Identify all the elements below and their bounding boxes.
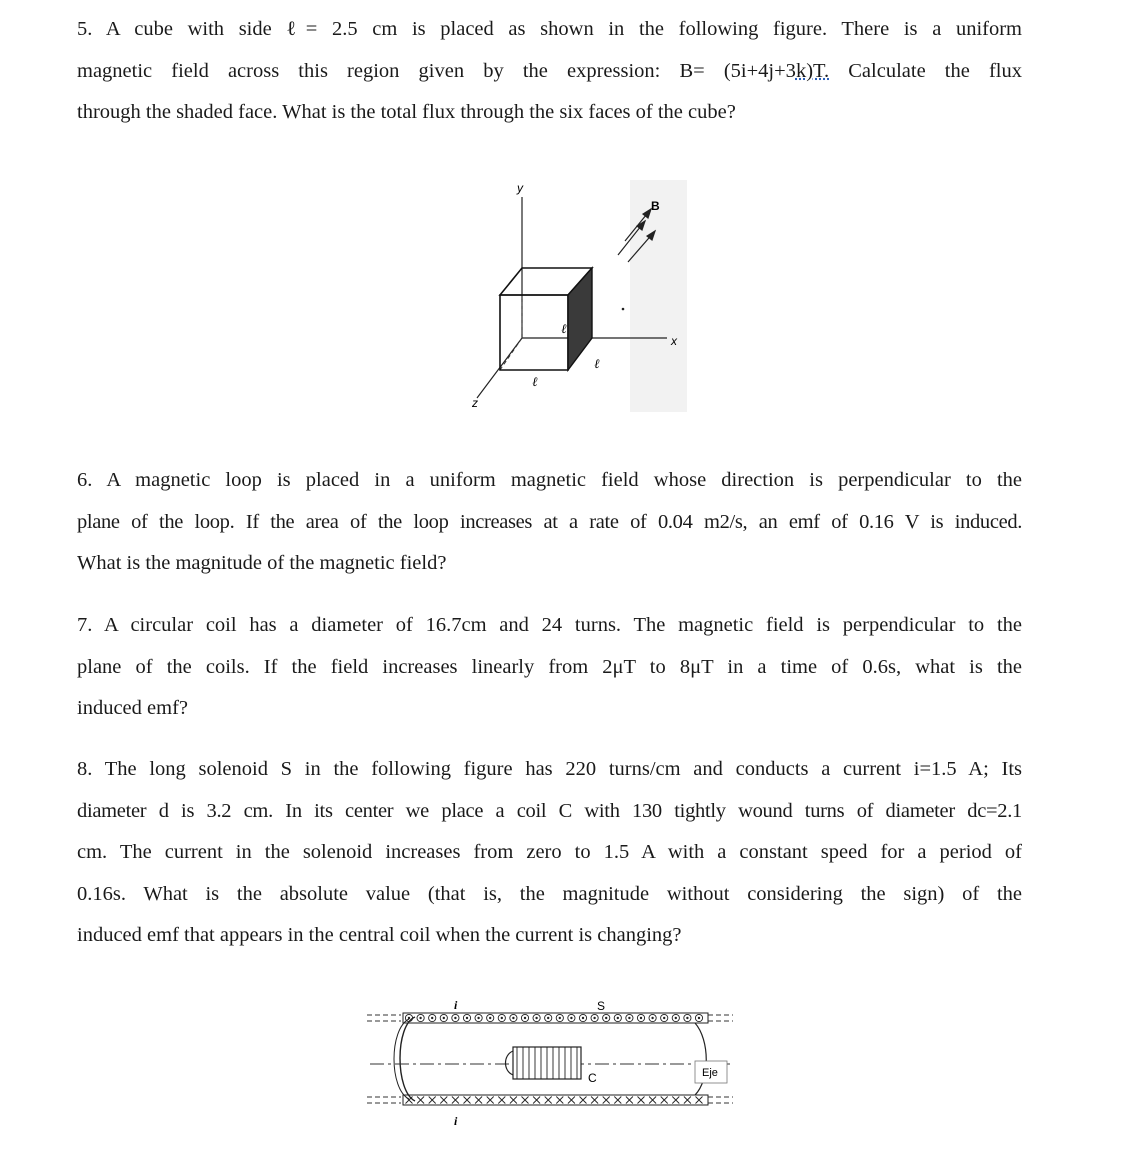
q6-line-1: 6. A magnetic loop is placed in a uniform magnetic field whose direction is perpendicular to the bbox=[77, 469, 1022, 491]
q6-line-3: What is the magnitude of the magnetic field? bbox=[77, 552, 447, 574]
winding-dot-center bbox=[477, 1017, 479, 1019]
winding-dot-center bbox=[466, 1017, 468, 1019]
q7-line-1: 7. A circular coil has a diameter of 16.7cm and 24 turns. The magnetic field is perpendicular to the bbox=[77, 614, 1022, 636]
q5-underlined-unit: k)T. bbox=[795, 59, 830, 82]
winding-dot-center bbox=[675, 1017, 677, 1019]
winding-cross bbox=[638, 1097, 645, 1104]
winding-cross bbox=[614, 1097, 621, 1104]
winding-dot-center bbox=[698, 1017, 700, 1019]
winding-dot-center bbox=[501, 1017, 503, 1019]
winding-cross bbox=[440, 1097, 447, 1104]
winding-dot-center bbox=[582, 1017, 584, 1019]
q8-line-4: 0.16s. What is the absolute value (that is, the magnitude without considering the sign) of the bbox=[77, 882, 1022, 905]
question-5 bbox=[77, 9, 1022, 134]
winding-cross bbox=[533, 1097, 540, 1104]
winding-cross bbox=[475, 1097, 482, 1104]
solenoid-top-windings bbox=[403, 1013, 708, 1023]
label-c: C bbox=[588, 1071, 597, 1085]
q5-line-2: magnetic field across this region given by the expression: B= (5i+4j+3k)T. Calculate the flux bbox=[77, 59, 1022, 82]
winding-dot-center bbox=[686, 1017, 688, 1019]
q7-line-2: plane of the coils. If the field increases linearly from 2μT to 8μT in a time of 0.6s, what is the bbox=[77, 655, 1022, 678]
label-z: z bbox=[472, 396, 478, 410]
label-b: B bbox=[651, 199, 660, 213]
label-s: S bbox=[597, 999, 606, 1013]
solenoid-figure bbox=[365, 995, 735, 1135]
q8-line-3: cm. The current in the solenoid increases from zero to 1.5 A with a constant speed for a period of bbox=[77, 841, 1022, 863]
winding-dot-center bbox=[454, 1017, 456, 1019]
winding-cross bbox=[626, 1097, 633, 1104]
winding-dot-center bbox=[593, 1017, 595, 1019]
winding-cross bbox=[672, 1097, 679, 1104]
winding-cross bbox=[568, 1097, 575, 1104]
winding-cross bbox=[545, 1097, 552, 1104]
winding-dot-center bbox=[640, 1017, 642, 1019]
winding-dot-center bbox=[617, 1017, 619, 1019]
winding-dot-center bbox=[512, 1017, 514, 1019]
label-y: y bbox=[517, 181, 523, 195]
winding-cross bbox=[684, 1097, 691, 1104]
cube-figure bbox=[455, 175, 695, 415]
label-eje: Eje bbox=[702, 1067, 718, 1079]
winding-cross bbox=[429, 1097, 436, 1104]
q8-line-1: 8. The long solenoid S in the following figure has 220 turns/cm and conducts a current i=1.5 A; Its bbox=[77, 758, 1022, 780]
question-7 bbox=[77, 605, 1022, 730]
q8-line-2: diameter d is 3.2 cm. In its center we place a coil C with 130 tightly wound turns of diameter dc=2.1 bbox=[77, 799, 1022, 822]
label-side-2: ℓ bbox=[594, 356, 600, 371]
label-i-top: i bbox=[454, 998, 458, 1012]
winding-dot-center bbox=[628, 1017, 630, 1019]
winding-cross bbox=[464, 1097, 471, 1104]
winding-cross bbox=[556, 1097, 563, 1104]
winding-dot-center bbox=[431, 1017, 433, 1019]
q6-line-2: plane of the loop. If the area of the loop increases at a rate of 0.04 m2/s, an emf of 0.16 V is induced. bbox=[77, 510, 1022, 533]
winding-cross bbox=[649, 1097, 656, 1104]
question-8 bbox=[77, 749, 1022, 957]
winding-cross bbox=[498, 1097, 505, 1104]
q5-line-3: through the shaded face. What is the total flux through the six faces of the cube? bbox=[77, 101, 736, 123]
winding-cross bbox=[417, 1097, 424, 1104]
question-6 bbox=[77, 460, 1022, 585]
winding-dot-center bbox=[408, 1017, 410, 1019]
q8-line-5: induced emf that appears in the central coil when the current is changing? bbox=[77, 924, 682, 946]
winding-cross bbox=[522, 1097, 529, 1104]
winding-dot-center bbox=[547, 1017, 549, 1019]
label-side-1: ℓ bbox=[561, 321, 567, 336]
winding-cross bbox=[452, 1097, 459, 1104]
label-i-bottom: i bbox=[454, 1114, 458, 1128]
winding-dot-center bbox=[663, 1017, 665, 1019]
label-side-3: ℓ bbox=[532, 374, 538, 389]
winding-dot-center bbox=[443, 1017, 445, 1019]
winding-cross bbox=[603, 1097, 610, 1104]
winding-cross bbox=[591, 1097, 598, 1104]
q5-line-1: 5. A cube with side ℓ= 2.5 cm is placed as shown in the following figure. There is a uniform bbox=[77, 18, 1022, 40]
winding-dot-center bbox=[651, 1017, 653, 1019]
winding-dot-center bbox=[559, 1017, 561, 1019]
winding-cross bbox=[510, 1097, 517, 1104]
winding-cross bbox=[661, 1097, 668, 1104]
winding-cross bbox=[580, 1097, 587, 1104]
winding-dot-center bbox=[419, 1017, 421, 1019]
winding-dot-center bbox=[535, 1017, 537, 1019]
winding-dot-center bbox=[605, 1017, 607, 1019]
winding-dot-center bbox=[489, 1017, 491, 1019]
winding-dot-center bbox=[570, 1017, 572, 1019]
winding-cross bbox=[487, 1097, 494, 1104]
winding-dot-center bbox=[524, 1017, 526, 1019]
winding-cross bbox=[696, 1097, 703, 1104]
q7-line-3: induced emf? bbox=[77, 697, 188, 719]
solenoid-bottom-windings bbox=[403, 1095, 708, 1105]
label-x: x bbox=[671, 334, 677, 348]
central-coil bbox=[506, 1047, 582, 1079]
